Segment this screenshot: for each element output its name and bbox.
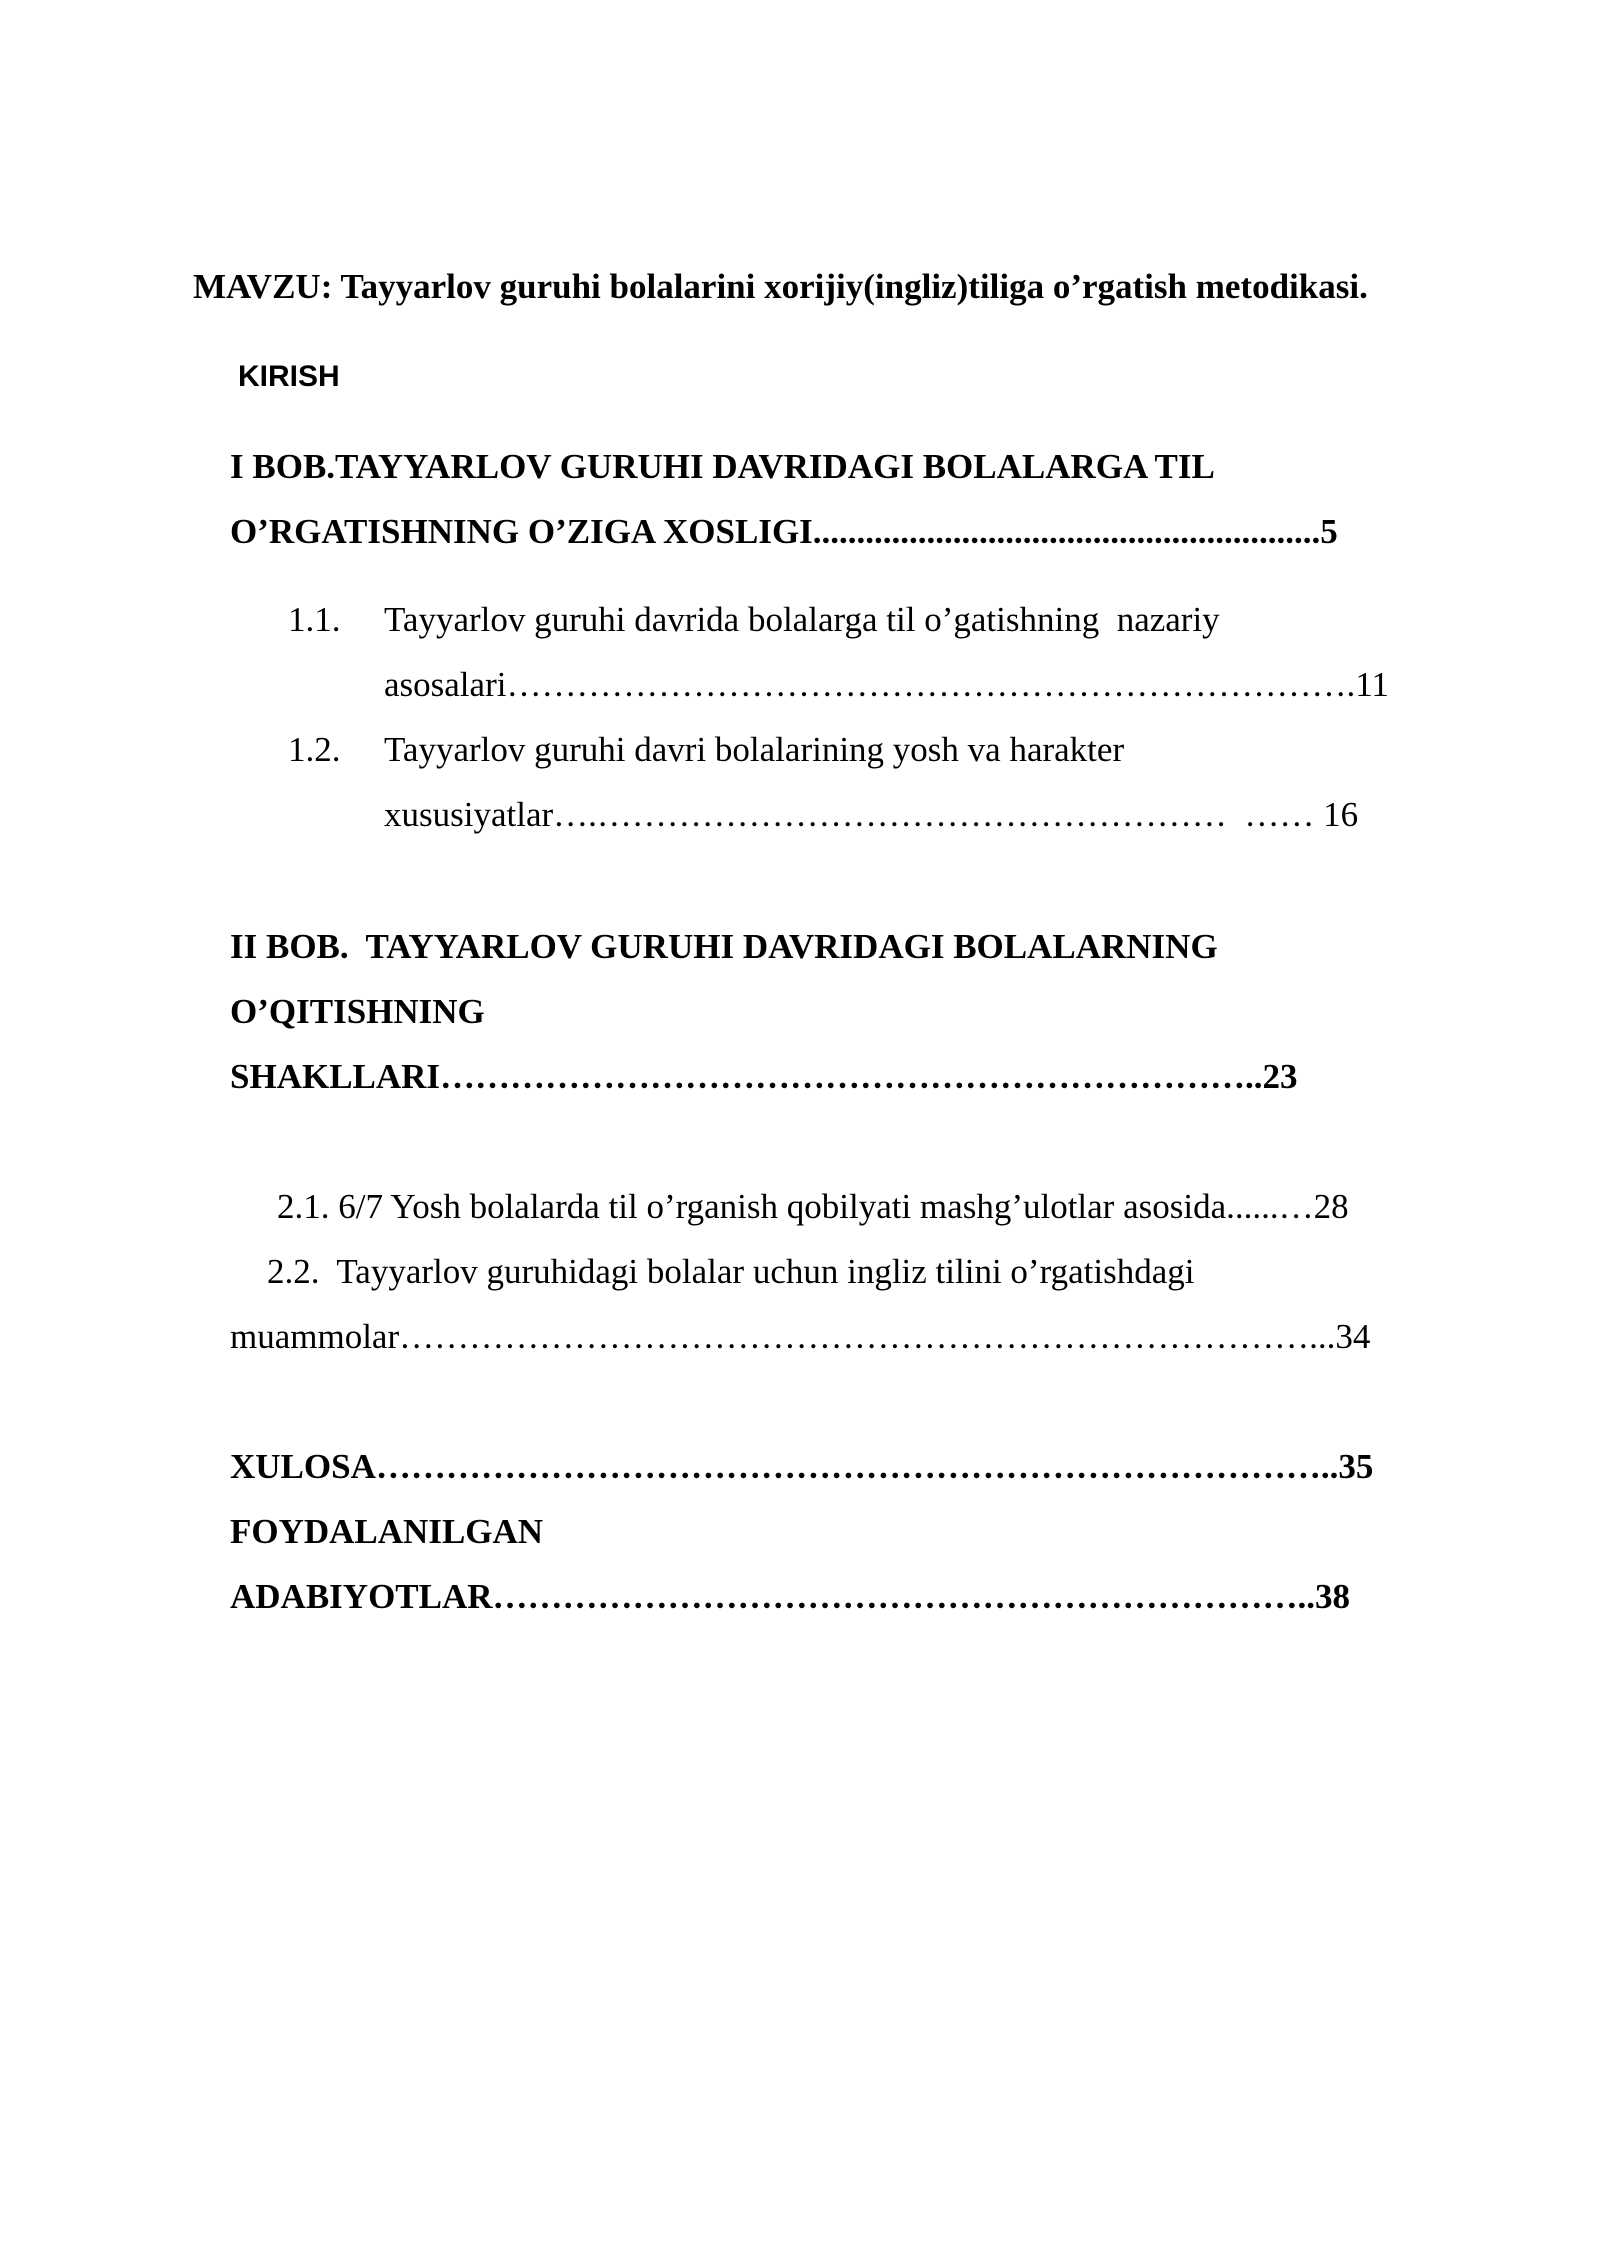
section-1-2-number: 1.2.	[288, 730, 341, 769]
section-1-2-title-line2: xususiyatlar….……………………………………………… …… 16	[384, 795, 1359, 834]
chapter1-title-line1: I BOB.TAYYARLOV GURUHI DAVRIDAGI BOLALARGA TIL	[230, 447, 1215, 486]
references-entry-line1: FOYDALANILGAN	[230, 1512, 544, 1551]
intro-heading: KIRISH	[238, 360, 340, 393]
chapter1-title-line2: O’RGATISHNING O’ZIGA XOSLIGI..........................................................5	[230, 512, 1338, 551]
section-1-1-title-line2: asosalari……………………………………………………………….11	[384, 665, 1389, 704]
section-2-1-title: 2.1. 6/7 Yosh bolalarda til o’rganish qobilyati mashg’ulotlar asosida......…28	[277, 1187, 1349, 1226]
chapter2-title-line3: SHAKLLARI……………………………………………………………..23	[230, 1057, 1298, 1096]
section-1-1-title-line1: Tayyarlov guruhi davrida bolalarga til o’gatishning nazariy	[384, 600, 1220, 639]
section-1-2-title-line1: Tayyarlov guruhi davri bolalarining yosh va harakter	[384, 730, 1125, 769]
section-1-1-number: 1.1.	[288, 600, 341, 639]
section-2-2-title-line2: muammolar……………………………………………………………………...34	[230, 1317, 1371, 1356]
document-title: MAVZU: Tayyarlov guruhi bolalarini xorijiy(ingliz)tiliga o’rgatish metodikasi.	[193, 267, 1368, 306]
section-2-2-title-line1: 2.2. Tayyarlov guruhidagi bolalar uchun ingliz tilini o’rgatishdagi	[267, 1252, 1195, 1291]
conclusion-entry: XULOSA………………………………………………………………………..35	[230, 1447, 1374, 1486]
chapter2-title-line2: O’QITISHNING	[230, 992, 485, 1031]
chapter2-title-line1: II BOB. TAYYARLOV GURUHI DAVRIDAGI BOLALARNING	[230, 927, 1218, 966]
references-entry-line2: ADABIYOTLAR……………………………………………………………..38	[230, 1577, 1351, 1616]
